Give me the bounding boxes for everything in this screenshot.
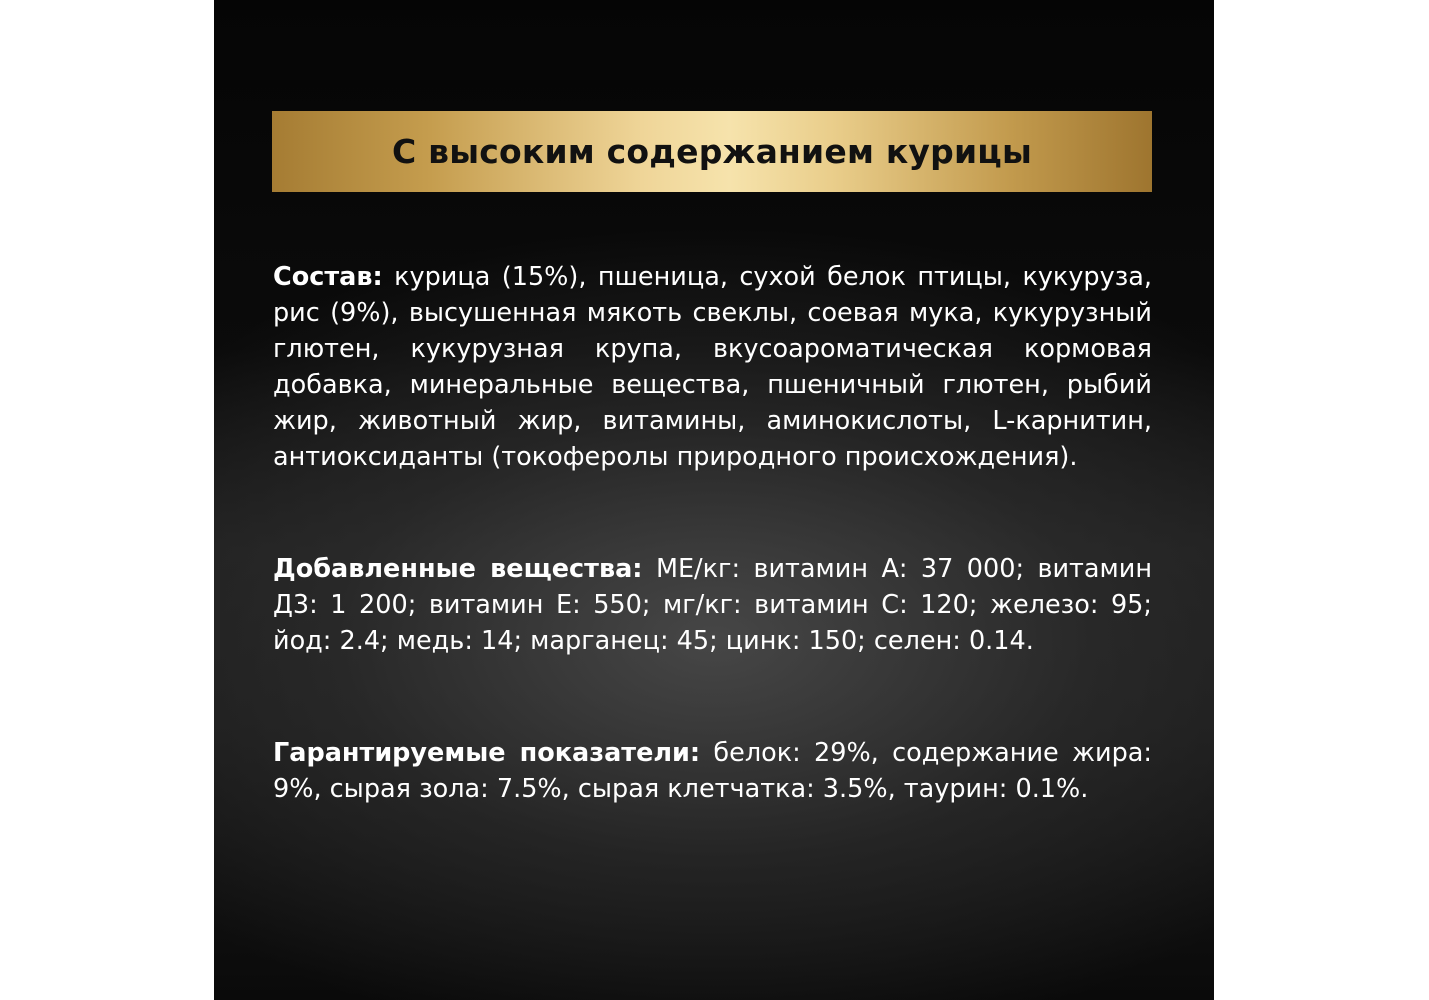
composition-label: Состав:: [273, 262, 383, 292]
guaranteed-analysis-label: Гарантируемые показатели:: [273, 738, 701, 768]
guaranteed-analysis-section: [273, 735, 1152, 807]
product-info-card: [214, 0, 1214, 1000]
additives-text: МЕ/кг: витамин А: 37 000; витамин Д3: 1 200; витамин Е: 550; мг/кг: витамин С: 120; железо: 95; йод: 2.4; медь: 14; марганец: 45; цинк: 150; селен: 0.14.: [273, 554, 1153, 656]
composition-section: [273, 259, 1152, 475]
additives-label: Добавленные вещества:: [273, 554, 643, 584]
guaranteed-analysis-text: белок: 29%, содержание жира: 9%, сырая зола: 7.5%, сырая клетчатка: 3.5%, таурин: 0.1%.: [273, 738, 1152, 804]
composition-text: курица (15%), пшеница, сухой белок птицы, кукуруза, рис (9%), высушенная мякоть свеклы, соевая мука, кукурузный глютен, кукурузная крупа, вкусоароматическая кормовая добавка, минеральные вещества, пшеничный глютен, рыбий жир, животный жир, витамины, аминокислоты, L-карнитин, антиоксиданты (токоферолы природного происхождения).: [273, 262, 1152, 472]
title-banner: [272, 111, 1152, 192]
additives-section: [273, 551, 1152, 659]
banner-title: С высоким содержанием курицы: [392, 132, 1032, 171]
